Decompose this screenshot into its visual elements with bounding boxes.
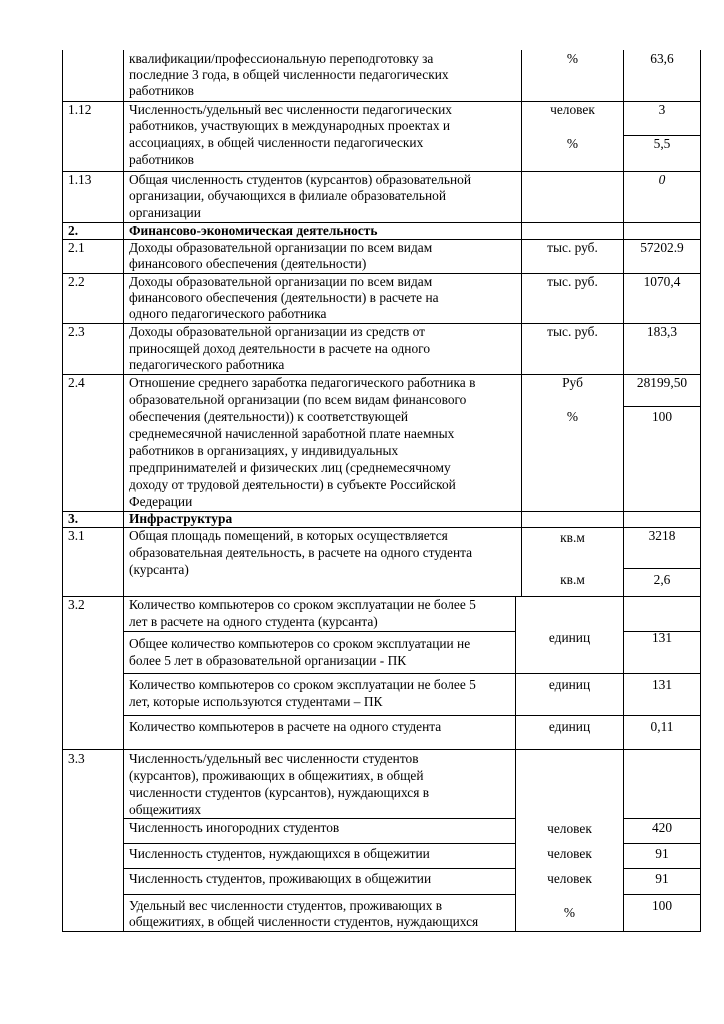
subrow-divider <box>623 868 701 869</box>
value-cell: 100 <box>651 898 673 913</box>
param-text: лет, которые используются студентами – ПК <box>129 694 383 709</box>
param-text: общежитиях <box>129 802 202 817</box>
unit-cell: Руб <box>562 375 583 390</box>
param-text: Доходы образовательной организации по всем видам <box>129 274 433 289</box>
row-divider <box>62 749 701 750</box>
param-text: организации <box>129 205 201 220</box>
param-text: Общее количество компьютеров со сроком эксплуатации не <box>129 636 471 651</box>
row-number: 1.12 <box>68 102 92 117</box>
param-text: Численность иногородних студентов <box>129 820 340 835</box>
row-number: 3.1 <box>68 528 85 543</box>
param-text: (курсанта) <box>129 562 189 577</box>
param-text: Общая площадь помещений, в которых осуществляется <box>129 528 448 543</box>
row-number: 3.3 <box>68 751 85 766</box>
value-cell: 0,11 <box>650 719 674 734</box>
unit-cell: человек <box>547 821 592 836</box>
value-cell: 1070,4 <box>643 274 681 289</box>
section-title: Финансово-экономическая деятельность <box>129 223 378 238</box>
unit-cell: человек <box>550 102 595 117</box>
param-text: среднемесячной начисленной заработной плате наемных <box>129 426 455 441</box>
param-text: (курсантов), проживающих в общежитиях, в общей <box>129 768 424 783</box>
value-cell: 131 <box>651 630 673 645</box>
subrow-divider <box>623 818 701 819</box>
value-cell: 57202.9 <box>640 240 684 255</box>
param-text: Федерации <box>129 494 193 509</box>
subrow-divider <box>123 673 701 674</box>
subrow-divider <box>123 868 516 869</box>
param-text: Общая численность студентов (курсантов) образовательной <box>129 172 472 187</box>
param-text: последние 3 года, в общей численности педагогических <box>129 67 449 82</box>
param-text: Количество компьютеров в расчете на одного студента <box>129 719 442 734</box>
value-cell: 100 <box>651 409 673 424</box>
unit-cell: кв.м <box>560 530 585 545</box>
param-text: Численность студентов, проживающих в общежитии <box>129 871 432 886</box>
value-cell: 0 <box>658 172 666 187</box>
param-text: предпринимателей и физических лиц (среднемесячному <box>129 460 451 475</box>
param-text: образовательной организации (по всем видам финансового <box>129 392 467 407</box>
subrow-divider <box>123 843 516 844</box>
param-text: обеспечения (деятельности)) к соответствующей <box>129 409 409 424</box>
param-text: Численность/удельный вес численности студентов <box>129 751 419 766</box>
table-border-left <box>62 50 63 932</box>
param-text: Численность студентов, нуждающихся в общежитии <box>129 846 430 861</box>
value-cell: 3218 <box>648 528 676 543</box>
param-text: педагогического работника <box>129 357 285 372</box>
value-cell: 5,5 <box>653 136 671 151</box>
section-number: 3. <box>68 511 79 526</box>
unit-cell: единиц <box>548 719 591 734</box>
value-cell: 28199,50 <box>636 375 688 390</box>
subrow-divider <box>123 715 701 716</box>
unit-cell: человек <box>547 871 592 886</box>
param-text: Численность/удельный вес численности педагогических <box>129 102 452 117</box>
unit-cell: тыс. руб. <box>547 240 598 255</box>
param-text: квалификации/профессиональную переподготовку за <box>129 51 434 66</box>
param-text: Количество компьютеров со сроком эксплуатации не более 5 <box>129 677 476 692</box>
unit-cell: единиц <box>548 677 591 692</box>
value-cell: 91 <box>655 871 669 886</box>
param-text: Удельный вес численности студентов, проживающих в <box>129 898 443 913</box>
unit-cell: тыс. руб. <box>547 274 598 289</box>
param-text: образовательная деятельность, в расчете на одного студента <box>129 545 473 560</box>
table-border-right <box>700 50 701 932</box>
subrow-divider <box>623 894 701 895</box>
param-text: финансового обеспечения (деятельности) <box>129 256 367 271</box>
row-number: 2.2 <box>68 274 85 289</box>
unit-cell: тыс. руб. <box>547 324 598 339</box>
value-cell: 91 <box>655 846 669 861</box>
param-text: финансового обеспечения (деятельности) в расчете на <box>129 290 439 305</box>
param-text: работников, участвующих в международных проектах и <box>129 118 451 133</box>
param-text: работников <box>129 152 194 167</box>
param-text: работников <box>129 83 194 98</box>
value-subdivider <box>623 406 701 407</box>
param-text: Количество компьютеров со сроком эксплуатации не более 5 <box>129 597 476 612</box>
unit-cell: % <box>563 905 576 920</box>
param-text: доходу от трудовой деятельности) в субъекте Российской <box>129 477 456 492</box>
subrow-divider <box>123 631 516 632</box>
value-cell: 420 <box>651 820 673 835</box>
unit-cell: единиц <box>548 630 591 645</box>
unit-cell: человек <box>547 846 592 861</box>
subrow-divider <box>623 843 701 844</box>
row-number: 1.13 <box>68 172 92 187</box>
section-number: 2. <box>68 223 79 238</box>
table-col-divider-1 <box>123 50 124 932</box>
section-title: Инфраструктура <box>129 511 233 526</box>
param-text: организации, обучающихся в филиале образовательной <box>129 188 446 203</box>
row-number: 3.2 <box>68 597 85 612</box>
row-number: 2.4 <box>68 375 85 390</box>
value-cell: 183,3 <box>646 324 678 339</box>
param-text: Отношение среднего заработка педагогического работника в <box>129 375 476 390</box>
param-text: Доходы образовательной организации из средств от <box>129 324 425 339</box>
value-cell: 63,6 <box>650 51 674 66</box>
param-text: лет в расчете на одного студента (курсанта) <box>129 614 378 629</box>
unit-cell: % <box>566 136 579 151</box>
param-text: численности студентов (курсантов), нуждающихся в <box>129 785 430 800</box>
param-text: Доходы образовательной организации по всем видам <box>129 240 433 255</box>
row-number: 2.1 <box>68 240 85 255</box>
table-border-bottom <box>62 931 701 932</box>
value-cell: 131 <box>651 677 673 692</box>
value-cell: 2,6 <box>653 572 671 587</box>
param-text: приносящей доход деятельности в расчете на одного <box>129 341 431 356</box>
unit-cell: кв.м <box>560 572 585 587</box>
unit-cell: % <box>566 51 579 66</box>
row-number: 2.3 <box>68 324 85 339</box>
param-text: общежитиях, в общей численности студентов, нуждающихся <box>129 914 479 929</box>
value-subdivider <box>623 568 701 569</box>
param-text: одного педагогического работника <box>129 306 327 321</box>
unit-cell: % <box>566 409 579 424</box>
param-text: ассоциациях, в общей численности педагогических <box>129 135 424 150</box>
param-text: работников в организациях, у индивидуальных <box>129 443 399 458</box>
param-text: более 5 лет в образовательной организации - ПК <box>129 653 407 668</box>
value-cell: 3 <box>658 102 666 117</box>
subrow-divider <box>123 894 516 895</box>
